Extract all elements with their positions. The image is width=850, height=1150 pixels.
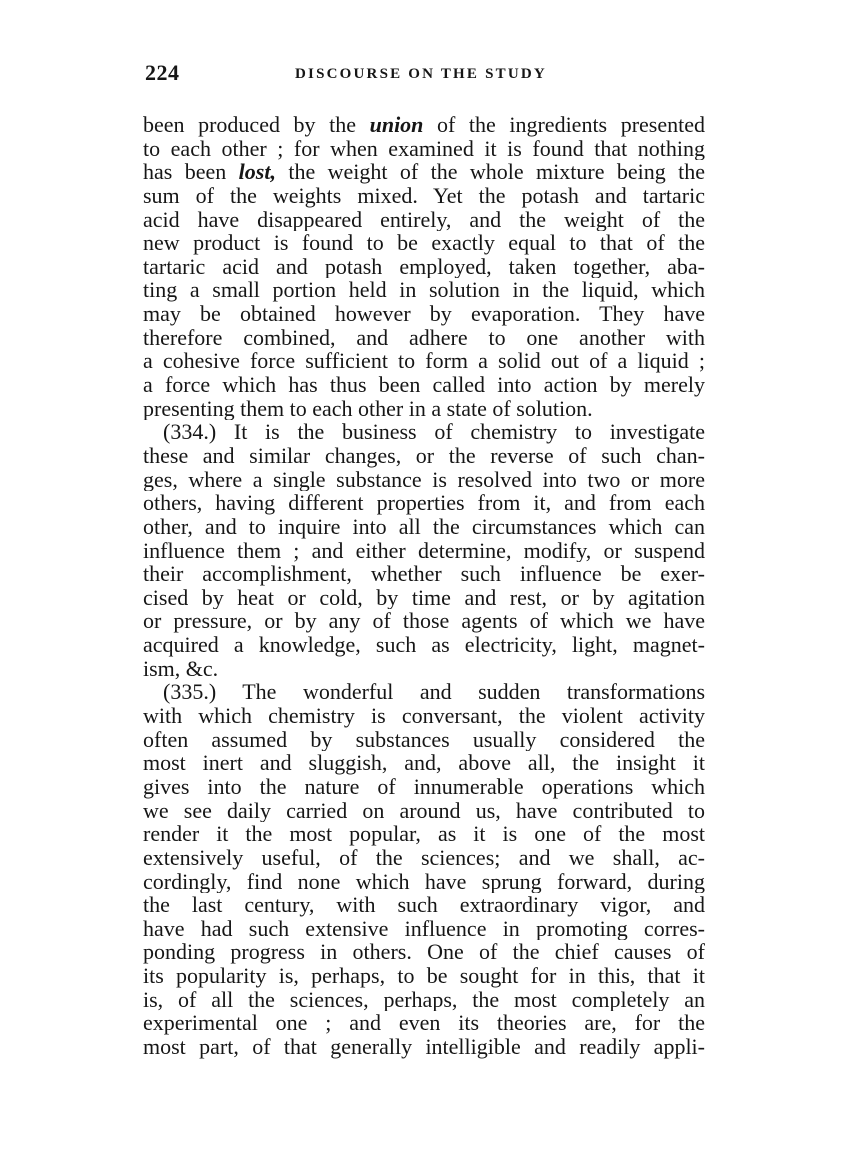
text-run: a cohesive force sufficient to form a solid out of a liquid ;	[143, 349, 705, 374]
text-run: we see daily carried on around us, have contributed to	[143, 798, 705, 823]
text-line	[143, 326, 705, 350]
text-run: cised by heat or cold, by time and rest, or by agitation	[143, 585, 705, 610]
running-head: DISCOURSE ON THE STUDY	[295, 66, 547, 82]
text-line	[143, 231, 705, 255]
text-run: ting a small portion held in solution in the liquid, which	[143, 278, 705, 303]
text-run: or pressure, or by any of those agents of which we have	[143, 609, 705, 634]
text-line	[143, 964, 705, 988]
text-line	[143, 609, 705, 633]
text-run: have had such extensive influence in promoting corres-	[143, 916, 705, 941]
text-line	[143, 728, 705, 752]
text-run: has been	[143, 160, 239, 184]
text-line	[143, 373, 705, 397]
text-line	[143, 799, 705, 823]
text-run: other, and to inquire into all the circumstances which can	[143, 514, 705, 539]
text-run: sum of the weights mixed. Yet the potash and tartaric	[143, 183, 705, 208]
text-line	[143, 657, 705, 681]
text-line	[143, 444, 705, 468]
text-line	[143, 775, 705, 799]
text-run: of the ingredients presented	[423, 113, 705, 137]
text-run: tartaric acid and potash employed, taken together, aba-	[143, 254, 705, 279]
italic-word: lost,	[238, 160, 276, 184]
text-line	[143, 278, 705, 302]
text-run: is, of all the sciences, perhaps, the most completely an	[143, 987, 705, 1012]
text-run: (334.) It is the business of chemistry to investigate	[163, 420, 705, 444]
text-run: these and similar changes, or the reverse of such chan-	[143, 443, 705, 468]
body-text	[143, 113, 705, 1059]
text-run: a force which has thus been called into action by merely	[143, 373, 705, 397]
italic-word: union	[369, 113, 424, 137]
text-run: render it the most popular, as it is one of the most	[143, 822, 705, 846]
text-line	[143, 1011, 705, 1035]
text-run: (335.) The wonderful and sudden transformations	[163, 680, 705, 705]
text-line	[143, 515, 705, 539]
text-line	[143, 397, 705, 421]
text-run: acquired a knowledge, such as electricity, light, magnet-	[143, 633, 705, 657]
text-line	[143, 704, 705, 728]
text-line	[143, 586, 705, 610]
text-line	[143, 184, 705, 208]
text-line	[143, 917, 705, 941]
text-run: gives into the nature of innumerable operations which	[143, 774, 705, 799]
text-run: most inert and sluggish, and, above all, the insight it	[143, 751, 705, 775]
text-line	[143, 491, 705, 515]
text-run: been produced by the	[143, 113, 370, 137]
text-run: ponding progress in others. One of the chief causes of	[143, 940, 705, 965]
text-line	[143, 255, 705, 279]
text-line	[143, 893, 705, 917]
text-line	[143, 822, 705, 846]
text-run: the weight of the whole mixture being the	[275, 160, 705, 184]
text-run: ges, where a single substance is resolved into two or more	[143, 467, 705, 492]
text-line	[143, 208, 705, 232]
text-run: acid have disappeared entirely, and the weight of the	[143, 207, 705, 232]
text-run: its popularity is, perhaps, to be sought for in this, that it	[143, 964, 705, 988]
text-run: to each other ; for when examined it is found that nothing	[143, 136, 705, 161]
text-line	[143, 633, 705, 657]
text-run: others, having different properties from it, and from each	[143, 491, 705, 515]
text-run: with which chemistry is conversant, the violent activity	[143, 704, 705, 728]
text-line	[143, 940, 705, 964]
text-line	[143, 751, 705, 775]
text-run: most part, of that generally intelligible and readily appli-	[143, 1034, 705, 1059]
text-line	[143, 302, 705, 326]
text-run: their accomplishment, whether such influence be exer-	[143, 562, 705, 586]
text-line	[143, 562, 705, 586]
text-run: influence them ; and either determine, modify, or suspend	[143, 538, 705, 563]
text-line	[143, 1035, 705, 1059]
text-line	[143, 160, 705, 184]
text-line	[143, 113, 705, 137]
paragraph-para-334	[143, 420, 705, 680]
text-line	[143, 846, 705, 870]
text-run: may be obtained however by evaporation. They have	[143, 302, 705, 326]
text-line	[143, 870, 705, 894]
text-run: extensively useful, of the sciences; and we shall, ac-	[143, 845, 705, 870]
paragraph-continuation	[143, 113, 705, 420]
text-line	[143, 468, 705, 492]
text-run: presenting them to each other in a state of solution.	[143, 396, 593, 421]
paragraph-para-335	[143, 680, 705, 1058]
page-header	[145, 60, 705, 92]
text-line	[143, 680, 705, 704]
text-run: the last century, with such extraordinary vigor, and	[143, 893, 705, 917]
text-line	[143, 349, 705, 373]
page-number: 224	[145, 60, 180, 85]
text-line	[143, 539, 705, 563]
text-run: ism, &c.	[143, 656, 219, 681]
text-run: therefore combined, and adhere to one another with	[143, 325, 705, 350]
text-run: often assumed by substances usually considered the	[143, 727, 705, 752]
text-line	[143, 137, 705, 161]
text-run: cordingly, find none which have sprung forward, during	[143, 869, 705, 894]
text-run: new product is found to be exactly equal to that of the	[143, 231, 705, 255]
text-run: experimental one ; and even its theories are, for the	[143, 1011, 705, 1035]
text-line	[143, 420, 705, 444]
text-line	[143, 988, 705, 1012]
